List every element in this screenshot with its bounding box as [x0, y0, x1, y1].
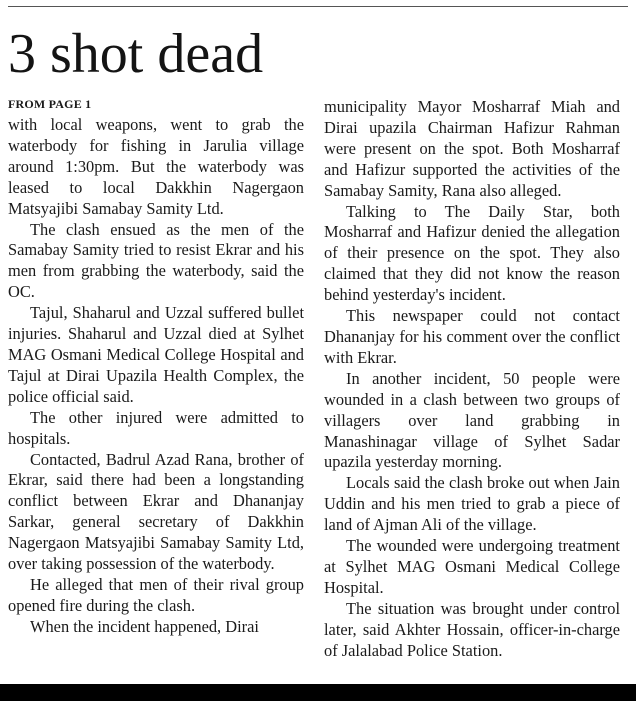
headline: 3 shot dead	[8, 23, 264, 85]
paragraph: When the incident happened, Dirai	[30, 616, 259, 636]
column-1	[8, 115, 304, 638]
paragraph: Tajul, Shaharul and Uzzal suffered bullet injuries. Shaharul and Uzzal died at Sylhet MAG Osmani Medical College Hospital and Tajul at Dirai Upazila Health Complex, the police official said.	[8, 303, 304, 406]
paragraph: Locals said the clash broke out when Jain Uddin and his men tried to grab a piece of land of Ajman Ali of the village.	[324, 473, 620, 535]
paragraph: He alleged that men of their rival group opened fire during the clash.	[8, 574, 304, 615]
paragraph: The wounded were undergoing treatment at Sylhet MAG Osmani Medical College Hospital.	[324, 536, 620, 597]
column-2	[324, 97, 620, 661]
top-rule	[8, 6, 628, 7]
paragraph: In another incident, 50 people were wounded in a clash between two groups of villagers over land grabbing in Manashinagar village of Sylhet Sadar upazila yesterday morning.	[324, 368, 620, 472]
paragraph: Contacted, Badrul Azad Rana, brother of Ekrar, said there had been a longstanding conflict between Ekrar and Dhananjay Sarkar, general secretary of Dakkhin Nagergaon Matsyajibi Samabay Samity Ltd, over taking possession of the waterbody.	[8, 449, 304, 574]
paragraph: This newspaper could not contact Dhananjay for his comment over the conflict with Ekrar.	[324, 306, 620, 367]
paragraph: The other injured were admitted to hospitals.	[8, 407, 304, 448]
bottom-black-bar	[0, 684, 636, 701]
paragraph: The clash ensued as the men of the Samabay Samity tried to resist Ekrar and his men from grabbing the waterbody, said the OC.	[8, 219, 304, 302]
paragraph: Talking to The Daily Star, both Mosharraf and Hafizur denied the allegation of their presence on the spot. They also claimed that they did not know the reason behind yesterday's incident.	[324, 201, 620, 305]
paragraph: with local weapons, went to grab the waterbody for fishing in Jarulia village around 1:30pm. But the waterbody was leased to local Dakkhin Nagergaon Matsyajibi Samabay Samity Ltd.	[8, 115, 304, 218]
paragraph: municipality Mayor Mosharraf Miah and Dirai upazila Chairman Hafizur Rahman were present on the spot. Both Mosharraf and Hafizur supported the activities of the Samabay Samity, Rana also alleged.	[324, 97, 620, 200]
kicker: FROM PAGE 1	[8, 97, 92, 111]
paragraph: The situation was brought under control later, said Akhter Hossain, officer-in-charge of Jalalabad Police Station.	[324, 598, 620, 660]
